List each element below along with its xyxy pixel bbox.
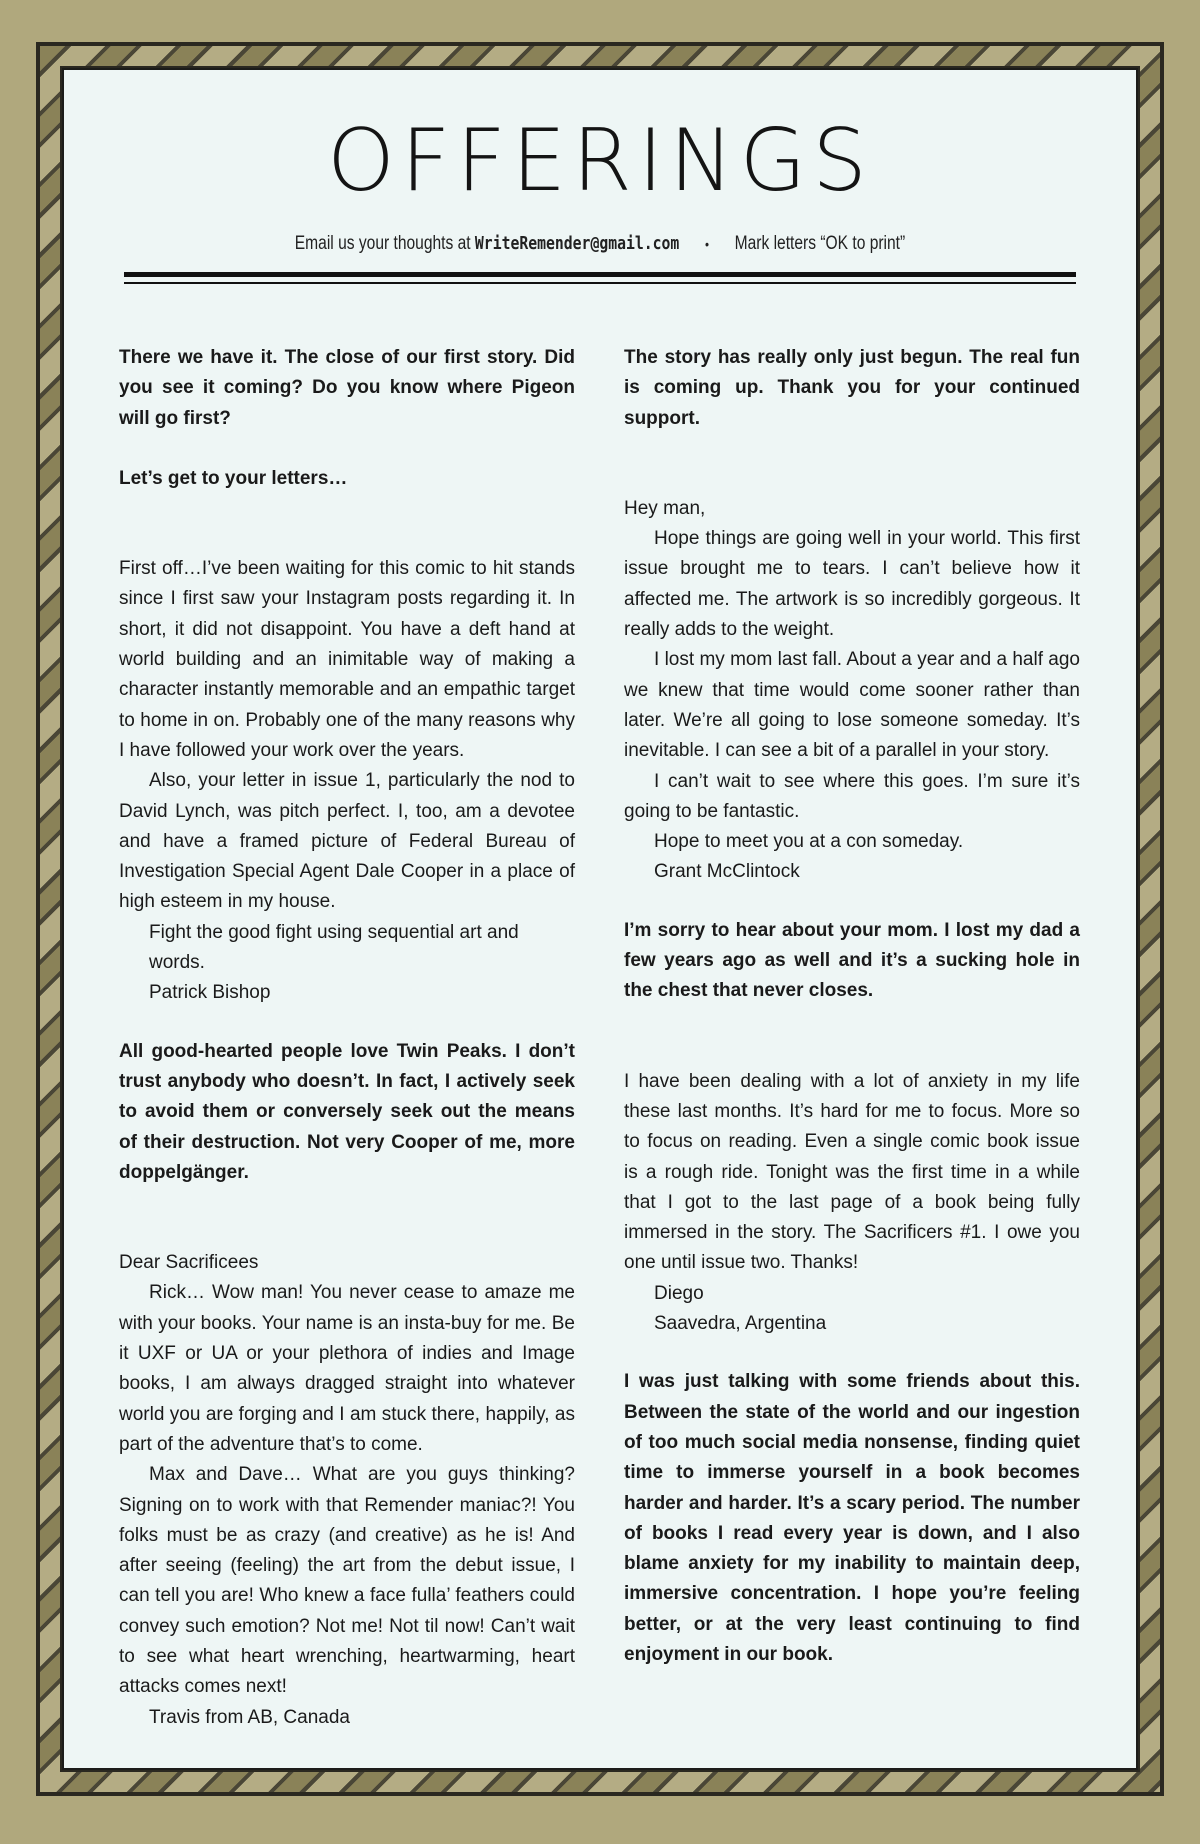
editor-intro: There we have it. The close of our first story. Did you see it coming? Do you know where Pigeon will go first?	[119, 347, 575, 429]
bullet-separator: •	[704, 236, 709, 252]
email-prompt: Email us your thoughts at	[294, 233, 471, 254]
left-column	[119, 343, 575, 1733]
letter4-signature: Diego	[654, 1282, 704, 1304]
page-title: OFFERINGS	[327, 111, 873, 211]
editor-response: I’m sorry to hear about your mom. I lost my dad a few years ago as well and it’s a sucking hole in the chest that never closes.	[624, 919, 1080, 1002]
letter3-closing: Hope to meet you at a con someday.	[654, 831, 964, 853]
letter2-signature: Travis from AB, Canada	[149, 1706, 350, 1728]
email-address[interactable]: WriteRemender@gmail.com	[474, 233, 680, 254]
letter1-paragraph: Also, your letter in issue 1, particularly the nod to David Lynch, was pitch perfect. I, too, am a devotee and have a framed picture of Federal Bureau of Investigation Special Agent Dale Cooper in a place of high esteem in my house.	[119, 770, 575, 913]
letter1-closing: Fight the good fight using sequential art and words.	[149, 921, 519, 974]
letter2-paragraph: Rick… Wow man! You never cease to amaze me with your books. Your name is an insta-buy for me. Be it UXF or UA or your plethora of indies and Image books, I am always dragged straight into whatever world you are forging and I am stuck there, happily, as part of the adventure that’s to come.	[119, 1282, 575, 1455]
email-line	[108, 233, 1092, 255]
letter3-paragraph: I can’t wait to see where this goes. I’m sure it’s going to be fantastic.	[624, 770, 1080, 822]
editor-response: I was just talking with some friends about this. Between the state of the world and our ingestion of too much social media nonsense, finding quiet time to immerse yourself in a book becomes harder and harder. It’s a scary period. The number of books I read every year is down, and I also blame anxiety for my inability to maintain deep, immersive concentration. I hope you’re feeling better, or at the very least continuing to find enjoyment in our book.	[624, 1371, 1080, 1665]
letter3-signature: Grant McClintock	[654, 861, 800, 883]
letter3-paragraph: I lost my mom last fall. About a year and a half ago we knew that time would come sooner rather than later. We’re all going to lose someone someday. It’s inevitable. I can see a bit of a parallel in your story.	[624, 649, 1080, 762]
mark-letters-note: Mark letters “OK to print”	[734, 233, 906, 254]
header-rule-thin	[124, 282, 1076, 284]
letter2-paragraph: Max and Dave… What are you guys thinking? Signing on to work with that Remender maniac?! You folks must be as crazy (and creative) as he is! And after seeing (feeling) the art from the debut issue, I can tell you are! Who knew a face fulla’ feathers could convey such emotion? Not me! Not til now! Can’t wait to see what heart wrenching, heartwarming, heart attacks comes next!	[119, 1464, 575, 1698]
right-column	[624, 343, 1080, 1670]
editor-lead-in: Let’s get to your letters…	[119, 467, 348, 489]
letter4-location: Saavedra, Argentina	[654, 1313, 827, 1335]
editor-response: The story has really only just begun. The real fun is coming up. Thank you for your continued support.	[624, 347, 1080, 429]
letter3-paragraph: Hope things are going well in your world. This first issue brought me to tears. I can’t believe how it affected me. The artwork is so incredibly gorgeous. It really adds to the weight.	[624, 528, 1080, 641]
header-rule-thick	[124, 272, 1076, 277]
letter1-paragraph: First off…I’ve been waiting for this comic to hit stands since I first saw your Instagram posts regarding it. In short, it did not disappoint. You have a deft hand at world building and an inimitable way of making a character instantly memorable and an empathic target to home in on. Probably one of the many reasons why I have followed your work over the years.	[119, 558, 575, 761]
letter3-salutation: Hey man,	[624, 497, 706, 519]
letter4-paragraph: I have been dealing with a lot of anxiety in my life these last months. It’s hard for me to focus. More so to focus on reading. Even a single comic book issue is a rough ride. Tonight was the first time in a while that I got to the last page of a book being fully immersed in the story. The Sacrificers #1. I owe you one until issue two. Thanks!	[624, 1070, 1080, 1274]
letter2-salutation: Dear Sacrificees	[119, 1252, 259, 1274]
letter1-signature: Patrick Bishop	[149, 982, 271, 1004]
editor-response: All good-hearted people love Twin Peaks. I don’t trust anybody who doesn’t. In fact, I actively seek to avoid them or conversely seek out the means of their destruction. Not very Cooper of me, more doppelgänger.	[119, 1040, 575, 1183]
